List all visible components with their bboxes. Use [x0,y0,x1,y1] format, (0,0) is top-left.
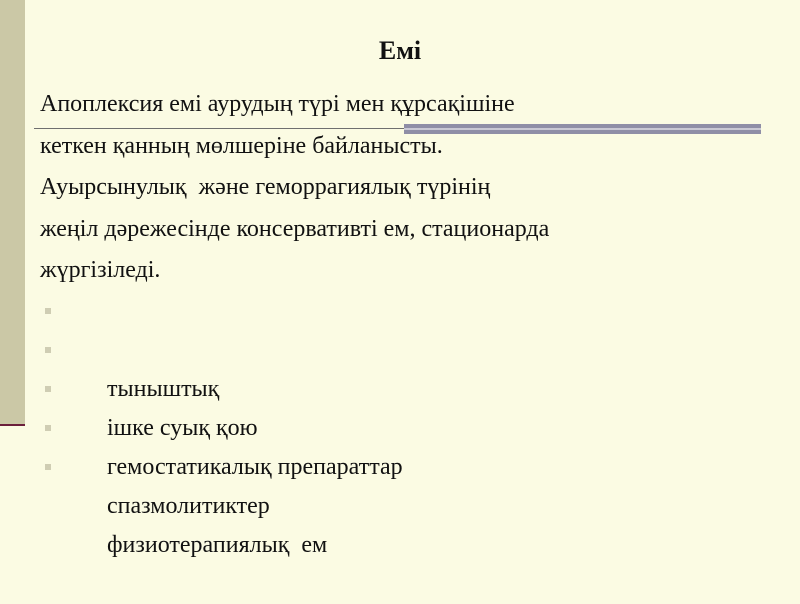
bullet-text: тыныштық [107,375,220,402]
side-rule [0,424,25,426]
bullet-item [40,292,780,402]
paragraph-line: жүргізіледі. [40,257,161,283]
paragraph-line: Апоплексия емі аурудың түрі мен құрсақішіне [40,91,515,117]
square-bullet-icon [45,347,51,353]
square-bullet-icon [45,425,51,431]
bullet-list [40,292,780,558]
paragraph-line: жеңіл дәрежесінде консервативті ем, стационарда [40,215,550,242]
square-bullet-icon [45,308,51,314]
square-bullet-icon [45,386,51,392]
paragraph-line: Ауырсынулық және геморрагиялық түрінің [40,174,491,200]
bullet-text: ішке суық қою [107,414,258,441]
square-bullet-icon [45,464,51,470]
slide-title: Емі [378,36,422,65]
slide-body [40,84,780,558]
bullet-text: физиотерапиялық ем [107,531,328,558]
bullet-text: гемостатикалық препараттар [107,453,403,480]
paragraph-line: кеткен қанның мөлшеріне байланысты. [40,132,443,159]
bullet-text: спазмолитиктер [107,492,270,519]
